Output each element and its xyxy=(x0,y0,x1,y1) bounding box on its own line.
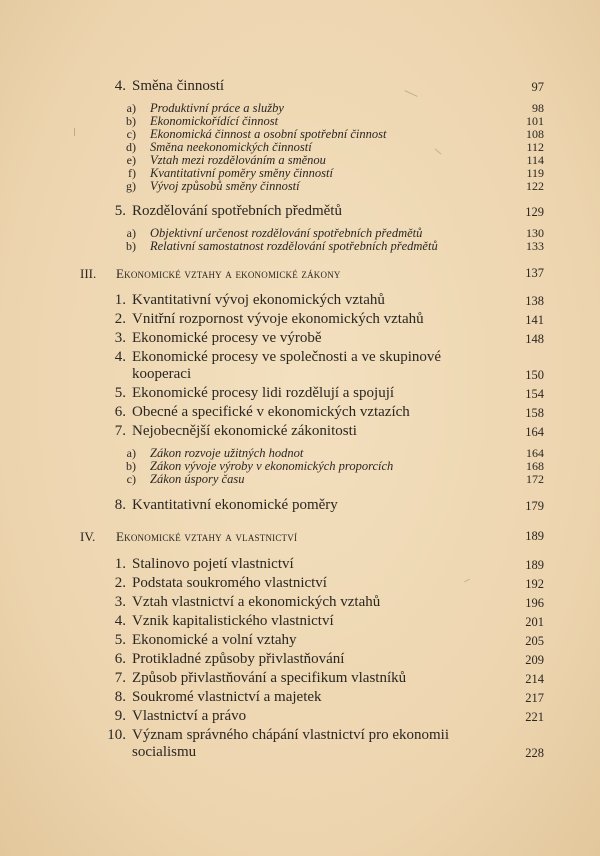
entry-number: 2. xyxy=(114,575,126,591)
entry-page-number: 150 xyxy=(525,368,544,382)
entry-page-number: 168 xyxy=(526,459,544,473)
entry-title: Soukromé vlastnictví a majetek xyxy=(132,689,322,705)
entry-number: 6. xyxy=(114,404,126,420)
entry-page-number: 179 xyxy=(525,499,544,513)
entry-number: g) xyxy=(126,179,136,193)
entry-title: Vývoj způsobů směny činností xyxy=(150,179,300,193)
entry-page-number: 217 xyxy=(525,691,544,705)
entry-number: 5. xyxy=(114,632,126,648)
entry-number: 3. xyxy=(114,330,126,346)
entry-number: 4. xyxy=(114,613,126,629)
entry-page-number: 130 xyxy=(526,226,544,240)
entry-number: 4. xyxy=(114,78,126,94)
entry-page-number: 122 xyxy=(526,179,544,193)
paper-speck xyxy=(435,149,442,155)
entry-title: Kvantitativní vývoj ekonomických vztahů xyxy=(132,292,385,308)
entry-title: Kvantitativní ekonomické poměry xyxy=(132,497,338,513)
entry-page-number: 101 xyxy=(526,114,544,128)
entry-page-number: 137 xyxy=(525,266,544,280)
entry-number: c) xyxy=(126,127,136,141)
entry-title: Protikladné způsoby přivlastňování xyxy=(132,651,345,667)
entry-title: Nejobecnější ekonomické zákonitosti xyxy=(132,423,357,439)
entry-number: 6. xyxy=(114,651,126,667)
entry-page-number: 164 xyxy=(526,446,544,460)
entry-title: Vztah vlastnictví a ekonomických vztahů xyxy=(132,594,381,610)
entry-title: Způsob přivlastňování a specifikum vlastníků xyxy=(132,670,407,686)
entry-number: 10. xyxy=(107,727,126,743)
entry-title: Zákon rozvoje užitných hodnot xyxy=(150,446,304,460)
entry-title: Vznik kapitalistického vlastnictví xyxy=(132,613,334,629)
entry-page-number: 214 xyxy=(525,672,544,686)
entry-page-number: 114 xyxy=(526,153,544,167)
entry-title: Ekonomické procesy ve společnosti a ve skupinové xyxy=(132,349,442,365)
paper-speck xyxy=(74,128,75,136)
entry-number: 9. xyxy=(114,708,126,724)
entry-page-number: 158 xyxy=(525,406,544,420)
entry-number: 8. xyxy=(114,689,126,705)
entry-title: Objektivní určenost rozdělování spotřebních předmětů xyxy=(150,226,423,240)
entry-page-number: 196 xyxy=(525,596,544,610)
entry-number: b) xyxy=(126,239,136,253)
entry-title: socialismu xyxy=(132,744,197,760)
entry-number: 5. xyxy=(114,385,126,401)
entry-title: Ekonomické a volní vztahy xyxy=(132,632,297,648)
entry-title: Význam správného chápání vlastnictví pro ekonomii xyxy=(132,727,449,743)
entry-page-number: 192 xyxy=(525,577,544,591)
entry-page-number: 98 xyxy=(532,101,544,115)
entry-title: Stalinovo pojetí vlastnictví xyxy=(132,556,294,572)
entry-title: Zákon úspory času xyxy=(150,472,245,486)
entry-title: Ekonomické vztahy a ekonomické zákony xyxy=(116,266,341,281)
entry-number: 7. xyxy=(114,670,126,686)
entry-page-number: 205 xyxy=(525,634,544,648)
entry-title: Rozdělování spotřebních předmětů xyxy=(132,203,342,219)
entry-title: Směna činností xyxy=(132,78,225,94)
entry-title: Ekonomické vztahy a vlastnictví xyxy=(116,529,298,544)
entry-number: d) xyxy=(126,140,136,154)
entry-title: Vnitřní rozpornost vývoje ekonomických vztahů xyxy=(132,311,424,327)
entry-number: III. xyxy=(80,266,97,281)
entry-number: e) xyxy=(126,153,136,167)
entry-page-number: 189 xyxy=(525,529,544,543)
paper-speck xyxy=(404,90,417,97)
entry-number: 4. xyxy=(114,349,126,365)
entry-page-number: 129 xyxy=(525,205,544,219)
entry-title: Obecné a specifické v ekonomických vztazích xyxy=(132,404,410,420)
entry-title: Relativní samostatnost rozdělování spotřebních předmětů xyxy=(150,239,438,253)
entry-number: c) xyxy=(126,472,136,486)
entry-number: b) xyxy=(126,459,136,473)
entry-number: 7. xyxy=(114,423,126,439)
entry-number: 8. xyxy=(114,497,126,513)
entry-page-number: 148 xyxy=(525,332,544,346)
entry-page-number: 133 xyxy=(526,239,544,253)
entry-page-number: 141 xyxy=(525,313,544,327)
entry-title: Ekonomickořídící činnost xyxy=(150,114,279,128)
entry-title: Kvantitativní poměry směny činností xyxy=(150,166,333,180)
entry-page-number: 189 xyxy=(525,558,544,572)
entry-page-number: 228 xyxy=(525,746,544,760)
entry-page-number: 154 xyxy=(525,387,544,401)
entry-number: 1. xyxy=(114,556,126,572)
entry-page-number: 164 xyxy=(525,425,544,439)
entry-number: 5. xyxy=(114,203,126,219)
entry-title: Ekonomická činnost a osobní spotřební činnost xyxy=(150,127,387,141)
entry-page-number: 138 xyxy=(525,294,544,308)
entry-page-number: 119 xyxy=(526,166,544,180)
entry-title: kooperaci xyxy=(132,366,192,382)
entry-number: a) xyxy=(126,101,136,115)
entry-number: a) xyxy=(126,446,136,460)
entry-number: 3. xyxy=(114,594,126,610)
entry-page-number: 201 xyxy=(525,615,544,629)
entry-page-number: 221 xyxy=(525,710,544,724)
entry-number: 1. xyxy=(114,292,126,308)
entry-title: Zákon vývoje výroby v ekonomických proporcích xyxy=(150,459,394,473)
paper-speck xyxy=(464,579,470,583)
entry-title: Ekonomické procesy lidi rozdělují a spojují xyxy=(132,385,395,401)
entry-page-number: 112 xyxy=(526,140,544,154)
entry-number: a) xyxy=(126,226,136,240)
entry-number: IV. xyxy=(80,529,96,544)
entry-title: Podstata soukromého vlastnictví xyxy=(132,575,327,591)
entry-title: Vztah mezi rozdělováním a směnou xyxy=(150,153,326,167)
entry-number: 2. xyxy=(114,311,126,327)
entry-number: f) xyxy=(128,166,136,180)
entry-page-number: 172 xyxy=(526,472,544,486)
entry-page-number: 108 xyxy=(526,127,544,141)
entry-title: Ekonomické procesy ve výrobě xyxy=(132,330,322,346)
entry-title: Směna neekonomických činností xyxy=(150,140,312,154)
entry-title: Produktivní práce a služby xyxy=(150,101,284,115)
entry-page-number: 97 xyxy=(531,80,544,94)
entry-title: Vlastnictví a právo xyxy=(132,708,247,724)
entry-number: b) xyxy=(126,114,136,128)
entry-page-number: 209 xyxy=(525,653,544,667)
